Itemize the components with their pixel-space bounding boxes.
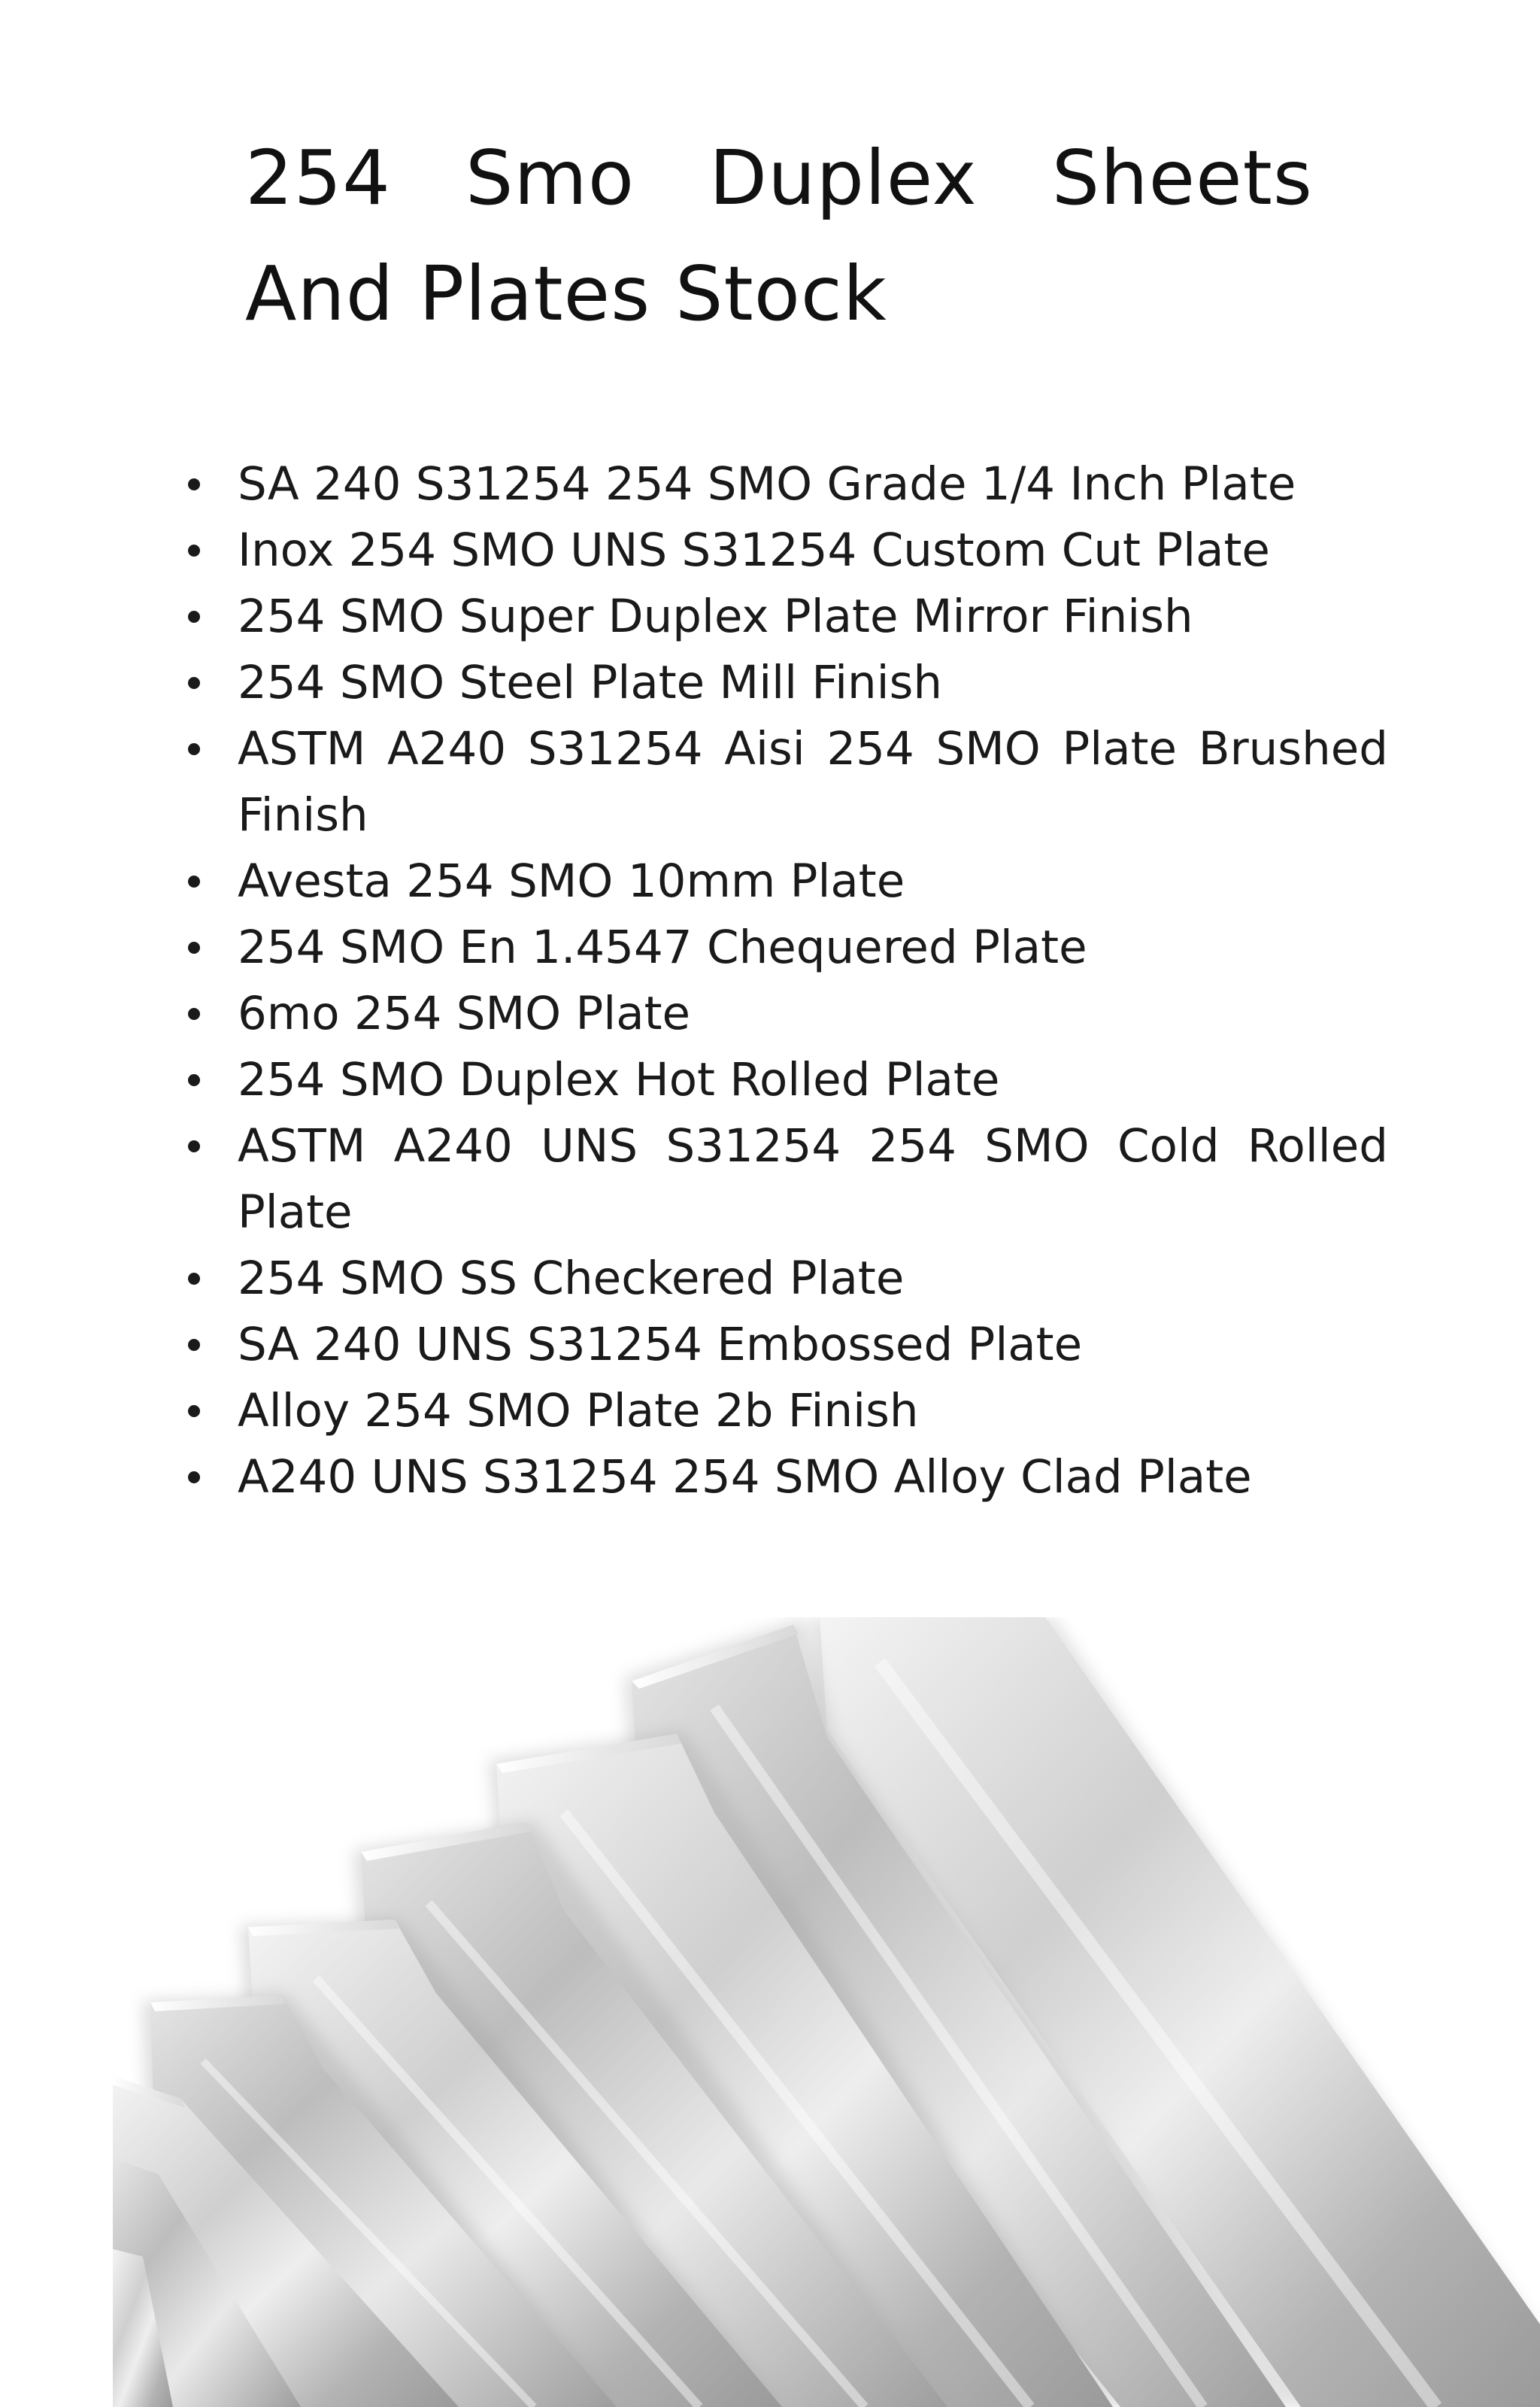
- list-item-text: 254 SMO En 1.4547 Chequered Plate: [238, 921, 1087, 974]
- list-item: [180, 584, 1388, 650]
- list-item-text: 254 SMO Duplex Hot Rolled Plate: [238, 1053, 1000, 1106]
- list-item-text: ASTM A240 UNS S31254 254 SMO Cold Rolled Plate: [238, 1119, 1388, 1239]
- list-item: [180, 1444, 1388, 1510]
- list-item: [180, 1113, 1388, 1246]
- list-item: [180, 650, 1388, 716]
- list-item-text: Alloy 254 SMO Plate 2b Finish: [238, 1384, 919, 1437]
- list-item: [180, 716, 1388, 848]
- bullet-icon: [188, 1008, 200, 1020]
- bullet-icon: [188, 743, 200, 755]
- title-line-2: And Plates Stock: [245, 250, 887, 338]
- bullet-icon: [188, 1273, 200, 1285]
- bullet-icon: [188, 611, 200, 623]
- list-item: [180, 981, 1388, 1047]
- bullet-icon: [188, 545, 200, 557]
- list-item: [180, 848, 1388, 915]
- bullet-icon: [188, 677, 200, 689]
- list-item: [180, 1047, 1388, 1113]
- title-line-1: 254 Smo Duplex Sheets: [245, 134, 1313, 222]
- list-item-text: SA 240 UNS S31254 Embossed Plate: [238, 1318, 1083, 1371]
- bullet-icon: [188, 1074, 200, 1086]
- list-item-text: 254 SMO SS Checkered Plate: [238, 1252, 905, 1305]
- page-title: [245, 120, 1313, 352]
- list-item-text: 254 SMO Super Duplex Plate Mirror Finish: [238, 590, 1193, 643]
- bullet-icon: [188, 1471, 200, 1483]
- bullet-icon: [188, 1339, 200, 1351]
- product-list: [180, 451, 1388, 1510]
- list-item-text: 6mo 254 SMO Plate: [238, 987, 691, 1040]
- bullet-icon: [188, 876, 200, 888]
- list-item-text: SA 240 S31254 254 SMO Grade 1/4 Inch Plate: [238, 457, 1296, 511]
- list-item-text: Avesta 254 SMO 10mm Plate: [238, 854, 905, 908]
- steel-plates-image: [113, 1617, 1540, 2407]
- bullet-icon: [188, 478, 200, 490]
- bullet-icon: [188, 942, 200, 954]
- list-item: [180, 518, 1388, 584]
- list-item: [180, 451, 1388, 518]
- bullet-icon: [188, 1140, 200, 1152]
- list-item-text: ASTM A240 S31254 Aisi 254 SMO Plate Brushed Finish: [238, 722, 1388, 842]
- list-item: [180, 915, 1388, 981]
- list-item: [180, 1246, 1388, 1312]
- list-item-text: Inox 254 SMO UNS S31254 Custom Cut Plate: [238, 524, 1270, 577]
- list-item-text: 254 SMO Steel Plate Mill Finish: [238, 656, 943, 709]
- bullet-icon: [188, 1405, 200, 1417]
- list-item: [180, 1312, 1388, 1378]
- list-item-text: A240 UNS S31254 254 SMO Alloy Clad Plate: [238, 1450, 1252, 1504]
- list-item: [180, 1378, 1388, 1444]
